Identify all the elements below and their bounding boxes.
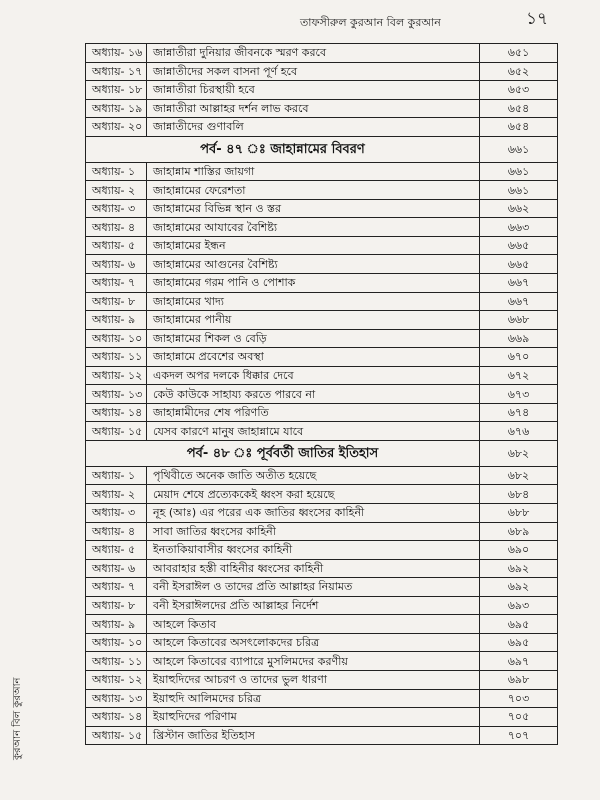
section-row [86, 440, 558, 466]
chapter-row [86, 236, 558, 255]
chapter-title: ইয়াহুদিদের আচরণ ও তাদের ভুল ধারণা [147, 670, 480, 689]
chapter-label: অধ্যায়- ১৯ [86, 99, 147, 118]
chapter-page-number: ৬৭০ [480, 348, 558, 367]
chapter-row [86, 62, 558, 81]
section-page-number: ৬৮২ [480, 440, 558, 466]
chapter-page-number: ৬৬১ [480, 181, 558, 200]
chapter-title: আহলে কিতাব [147, 615, 480, 634]
chapter-page-number: ৬৬৭ [480, 292, 558, 311]
chapter-page-number: ৬৫৪ [480, 99, 558, 118]
chapter-label: অধ্যায়- ৯ [86, 615, 147, 634]
chapter-page-number: ৭০৫ [480, 708, 558, 727]
chapter-row [86, 255, 558, 274]
chapter-page-number: ৬৭৪ [480, 403, 558, 422]
chapter-title: জাহান্নাম শাস্তির জায়গা [147, 162, 480, 181]
chapter-title: জাহান্নামে প্রবেশের অবস্থা [147, 348, 480, 367]
chapter-label: অধ্যায়- ৯ [86, 311, 147, 330]
chapter-row [86, 596, 558, 615]
chapter-label: অধ্যায়- ৩ [86, 504, 147, 523]
chapter-row [86, 652, 558, 671]
chapter-label: অধ্যায়- ৭ [86, 274, 147, 293]
chapter-page-number: ৬৮৪ [480, 485, 558, 504]
chapter-row [86, 44, 558, 63]
chapter-label: অধ্যায়- ২ [86, 181, 147, 200]
section-title: পর্ব- ৪৮ ঃ পূর্ববর্তী জাতির ইতিহাস [86, 440, 480, 466]
chapter-row [86, 99, 558, 118]
chapter-title: জান্নাতীরা আল্লাহর দর্শন লাভ করবে [147, 99, 480, 118]
chapter-row [86, 726, 558, 745]
chapter-page-number: ৬৯২ [480, 578, 558, 597]
chapter-title: একদল অপর দলকে ধিক্কার দেবে [147, 366, 480, 385]
chapter-row [86, 162, 558, 181]
chapter-label: অধ্যায়- ১২ [86, 670, 147, 689]
chapter-page-number: ৬৭২ [480, 366, 558, 385]
chapter-label: অধ্যায়- ১২ [86, 366, 147, 385]
chapter-title: যেসব কারণে মানুষ জাহান্নামে যাবে [147, 422, 480, 441]
chapter-row [86, 348, 558, 367]
chapter-title: জাহান্নামের বিভিন্ন স্থান ও স্তর [147, 199, 480, 218]
side-running-text: কুরআন বিল কুরআন [12, 677, 23, 760]
chapter-title: জান্নাতীদের সকল বাসনা পূর্ণ হবে [147, 62, 480, 81]
chapter-title: সাবা জাতির ধ্বংসের কাহিনী [147, 522, 480, 541]
chapter-title: আহলে কিতাবের অসৎলোকদের চরিত্র [147, 633, 480, 652]
chapter-title: খ্রিস্টান জাতির ইতিহাস [147, 726, 480, 745]
chapter-label: অধ্যায়- ১৪ [86, 403, 147, 422]
chapter-page-number: ৬৯০ [480, 541, 558, 560]
chapter-title: নূহ (আঃ) এর পরের এক জাতির ধ্বংসের কাহিনী [147, 504, 480, 523]
chapter-page-number: ৬৯৮ [480, 670, 558, 689]
page-header [0, 0, 600, 40]
chapter-label: অধ্যায়- ৪ [86, 218, 147, 237]
chapter-page-number: ৬৬৭ [480, 274, 558, 293]
chapter-label: অধ্যায়- ১৬ [86, 44, 147, 63]
chapter-page-number: ৬৯৩ [480, 596, 558, 615]
chapter-page-number: ৬৯৫ [480, 633, 558, 652]
chapter-title: ইয়াহুদিদের পরিণাম [147, 708, 480, 727]
page-number: ১৭ [526, 9, 549, 29]
chapter-page-number: ৬৭৩ [480, 385, 558, 404]
chapter-row [86, 81, 558, 100]
chapter-title: জাহান্নামের পানীয় [147, 311, 480, 330]
chapter-page-number: ৬৬৯ [480, 329, 558, 348]
chapter-title: জাহান্নামের শিকল ও বেড়ি [147, 329, 480, 348]
chapter-row [86, 118, 558, 137]
chapter-page-number: ৬৮৯ [480, 522, 558, 541]
chapter-row [86, 292, 558, 311]
chapter-row [86, 366, 558, 385]
chapter-title: পৃথিবীতে অনেক জাতি অতীত হয়েছে [147, 466, 480, 485]
chapter-page-number: ৬৯৭ [480, 652, 558, 671]
chapter-label: অধ্যায়- ১৭ [86, 62, 147, 81]
chapter-title: জান্নাতীরা দুনিয়ার জীবনকে স্মরণ করবে [147, 44, 480, 63]
chapter-row [86, 311, 558, 330]
chapter-label: অধ্যায়- ১১ [86, 348, 147, 367]
chapter-page-number: ৬৬১ [480, 162, 558, 181]
chapter-page-number: ৭০৩ [480, 689, 558, 708]
chapter-label: অধ্যায়- ১৪ [86, 708, 147, 727]
chapter-title: জাহান্নামের গরম পানি ও পোশাক [147, 274, 480, 293]
chapter-label: অধ্যায়- ২০ [86, 118, 147, 137]
chapter-label: অধ্যায়- ১৫ [86, 422, 147, 441]
chapter-row [86, 485, 558, 504]
chapter-row [86, 559, 558, 578]
chapter-title: মেয়াদ শেষে প্রত্যেককেই ধ্বংস করা হয়েছে [147, 485, 480, 504]
chapter-title: জাহান্নামের খাদ্য [147, 292, 480, 311]
chapter-row [86, 274, 558, 293]
chapter-label: অধ্যায়- ৭ [86, 578, 147, 597]
section-page-number: ৬৬১ [480, 136, 558, 162]
chapter-title: আহলে কিতাবের ব্যাপারে মুসলিমদের করণীয় [147, 652, 480, 671]
chapter-page-number: ৬৯২ [480, 559, 558, 578]
chapter-label: অধ্যায়- ৪ [86, 522, 147, 541]
chapter-title: জান্নাতীরা চিরস্থায়ী হবে [147, 81, 480, 100]
chapter-label: অধ্যায়- ৮ [86, 596, 147, 615]
running-head: তাফসীরুল কুরআন বিল কুরআন [300, 16, 441, 29]
chapter-label: অধ্যায়- ১ [86, 162, 147, 181]
section-row [86, 136, 558, 162]
chapter-row [86, 615, 558, 634]
chapter-row [86, 522, 558, 541]
chapter-row [86, 504, 558, 523]
chapter-label: অধ্যায়- ১৮ [86, 81, 147, 100]
chapter-label: অধ্যায়- ১৩ [86, 689, 147, 708]
chapter-row [86, 181, 558, 200]
chapter-title: জাহান্নামের ইন্ধন [147, 236, 480, 255]
chapter-page-number: ৬৬৩ [480, 218, 558, 237]
chapter-row [86, 541, 558, 560]
chapter-page-number: ৬৫২ [480, 62, 558, 81]
chapter-title: ইনতাকিয়াবাসীর ধ্বংসের কাহিনী [147, 541, 480, 560]
chapter-title: জাহান্নামের ফেরেশতা [147, 181, 480, 200]
chapter-row [86, 578, 558, 597]
chapter-page-number: ৬৯৫ [480, 615, 558, 634]
chapter-row [86, 329, 558, 348]
chapter-page-number: ৬৬৫ [480, 236, 558, 255]
chapter-page-number: ৬৬৮ [480, 311, 558, 330]
chapter-row [86, 403, 558, 422]
chapter-page-number: ৭০৭ [480, 726, 558, 745]
chapter-row [86, 466, 558, 485]
chapter-title: ইয়াহুদি আলিমদের চরিত্র [147, 689, 480, 708]
chapter-page-number: ৬৫৪ [480, 118, 558, 137]
chapter-page-number: ৬৮৮ [480, 504, 558, 523]
chapter-label: অধ্যায়- ৬ [86, 559, 147, 578]
chapter-title: জাহান্নামের আযাবের বৈশিষ্ট্য [147, 218, 480, 237]
chapter-row [86, 385, 558, 404]
chapter-label: অধ্যায়- ৮ [86, 292, 147, 311]
chapter-title: আবরাহার হস্তী বাহিনীর ধ্বংসের কাহিনী [147, 559, 480, 578]
chapter-page-number: ৬৭৬ [480, 422, 558, 441]
chapter-title: বনী ইসরাঈল ও তাদের প্রতি আল্লাহর নিয়ামত [147, 578, 480, 597]
chapter-row [86, 670, 558, 689]
chapter-label: অধ্যায়- ১০ [86, 633, 147, 652]
chapter-title: জাহান্নামীদের শেষ পরিণতি [147, 403, 480, 422]
chapter-row [86, 199, 558, 218]
chapter-row [86, 218, 558, 237]
chapter-row [86, 633, 558, 652]
chapter-label: অধ্যায়- ২ [86, 485, 147, 504]
chapter-title: জান্নাতীদের গুণাবলি [147, 118, 480, 137]
chapter-page-number: ৬৬৫ [480, 255, 558, 274]
section-title: পর্ব- ৪৭ ঃ জাহান্নামের বিবরণ [86, 136, 480, 162]
chapter-label: অধ্যায়- ৫ [86, 541, 147, 560]
chapter-title: কেউ কাউকে সাহায্য করতে পারবে না [147, 385, 480, 404]
chapter-row [86, 422, 558, 441]
contents-table [85, 43, 558, 745]
chapter-title: বনী ইসরাঈলদের প্রতি আল্লাহর নির্দেশ [147, 596, 480, 615]
chapter-label: অধ্যায়- ১৩ [86, 385, 147, 404]
chapter-label: অধ্যায়- ১৫ [86, 726, 147, 745]
chapter-page-number: ৬৫১ [480, 44, 558, 63]
chapter-label: অধ্যায়- ৬ [86, 255, 147, 274]
chapter-label: অধ্যায়- ৫ [86, 236, 147, 255]
chapter-page-number: ৬৮২ [480, 466, 558, 485]
chapter-label: অধ্যায়- ১০ [86, 329, 147, 348]
chapter-page-number: ৬৫৩ [480, 81, 558, 100]
chapter-page-number: ৬৬২ [480, 199, 558, 218]
chapter-label: অধ্যায়- ৩ [86, 199, 147, 218]
chapter-label: অধ্যায়- ১ [86, 466, 147, 485]
chapter-title: জাহান্নামের আগুনের বৈশিষ্ট্য [147, 255, 480, 274]
chapter-label: অধ্যায়- ১১ [86, 652, 147, 671]
chapter-row [86, 689, 558, 708]
chapter-row [86, 708, 558, 727]
